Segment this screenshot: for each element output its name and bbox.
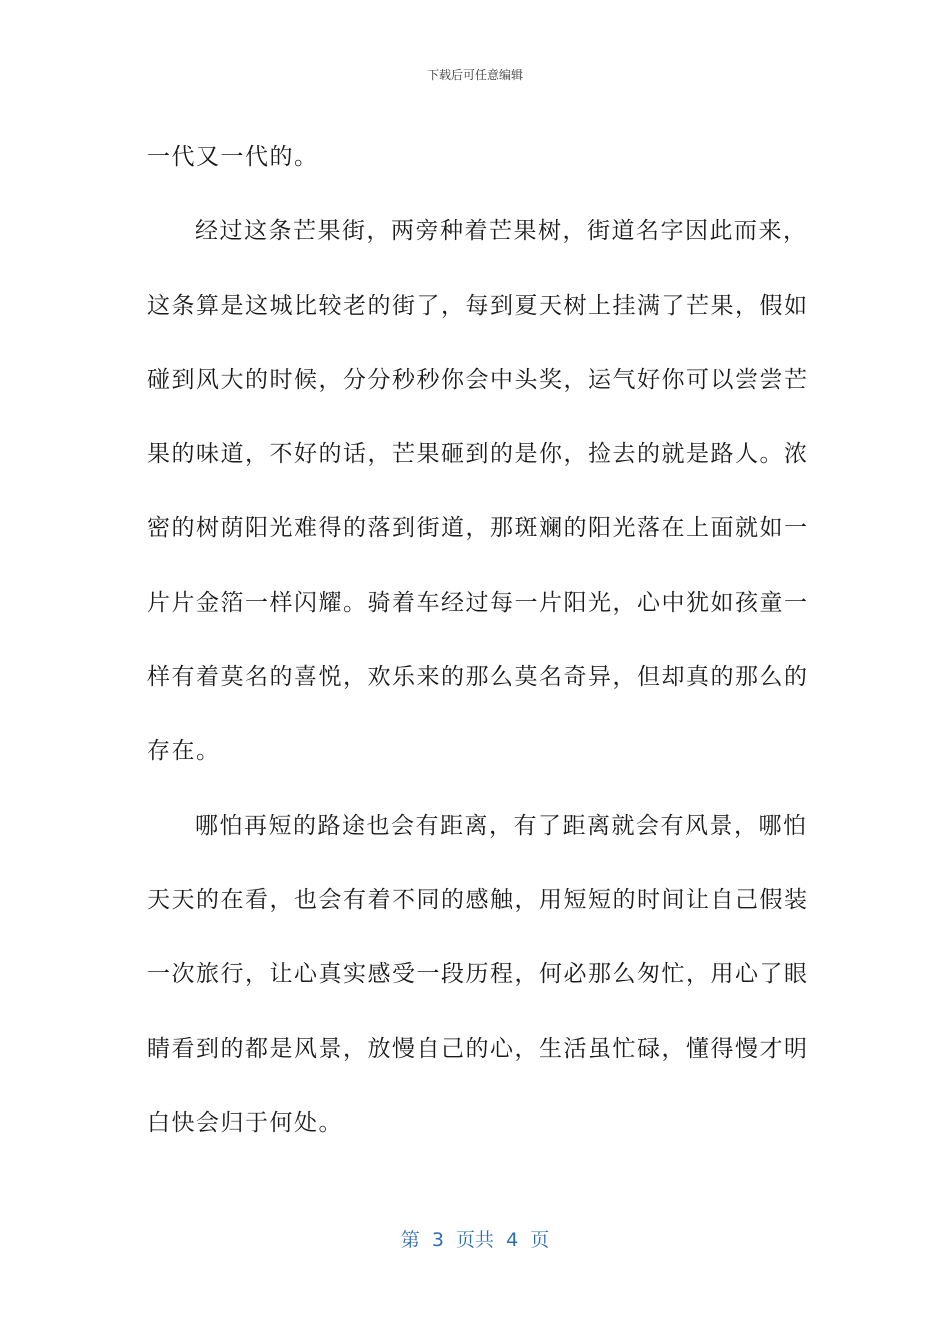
text-line: 天天的在看，也会有着不同的感触，用短短的时间让自己假装 — [147, 886, 809, 913]
text-line: 哪怕再短的路途也会有距离，有了距离就会有风景，哪怕 — [195, 812, 808, 839]
page-header-note: 下载后可任意编辑 — [426, 68, 523, 82]
text-line: 睛看到的都是风景，放慢自己的心，生活虽忙碌，懂得慢才明 — [147, 1035, 809, 1062]
text-line: 一代又一代的。 — [147, 144, 319, 170]
text-line: 样有着莫名的喜悦，欢乐来的那么莫名奇异，但却真的那么的 — [147, 664, 809, 691]
text-line: 一次旅行，让心真实感受一段历程，何必那么匆忙，用心了眼 — [147, 961, 809, 988]
page-number: 第 3 页共 4 页 — [400, 1229, 550, 1251]
text-line: 存在。 — [147, 738, 221, 765]
text-line: 片片金箔一样闪耀。骑着车经过每一片阳光，心中犹如孩童一 — [147, 589, 809, 616]
text-line: 这条算是这城比较老的街了，每到夏天树上挂满了芒果，假如 — [147, 292, 809, 319]
text-line: 经过这条芒果街，两旁种着芒果树，街道名字因此而来， — [195, 218, 808, 245]
text-line: 密的树荫阳光难得的落到街道，那斑斓的阳光落在上面就如一 — [147, 515, 809, 542]
text-line: 果的味道，不好的话，芒果砸到的是你，捡去的就是路人。浓 — [147, 441, 809, 468]
text-line: 白快会归于何处。 — [147, 1109, 343, 1136]
document-body — [147, 120, 809, 1160]
text-line: 碰到风大的时候，分分秒秒你会中头奖，运气好你可以尝尝芒 — [147, 366, 809, 393]
